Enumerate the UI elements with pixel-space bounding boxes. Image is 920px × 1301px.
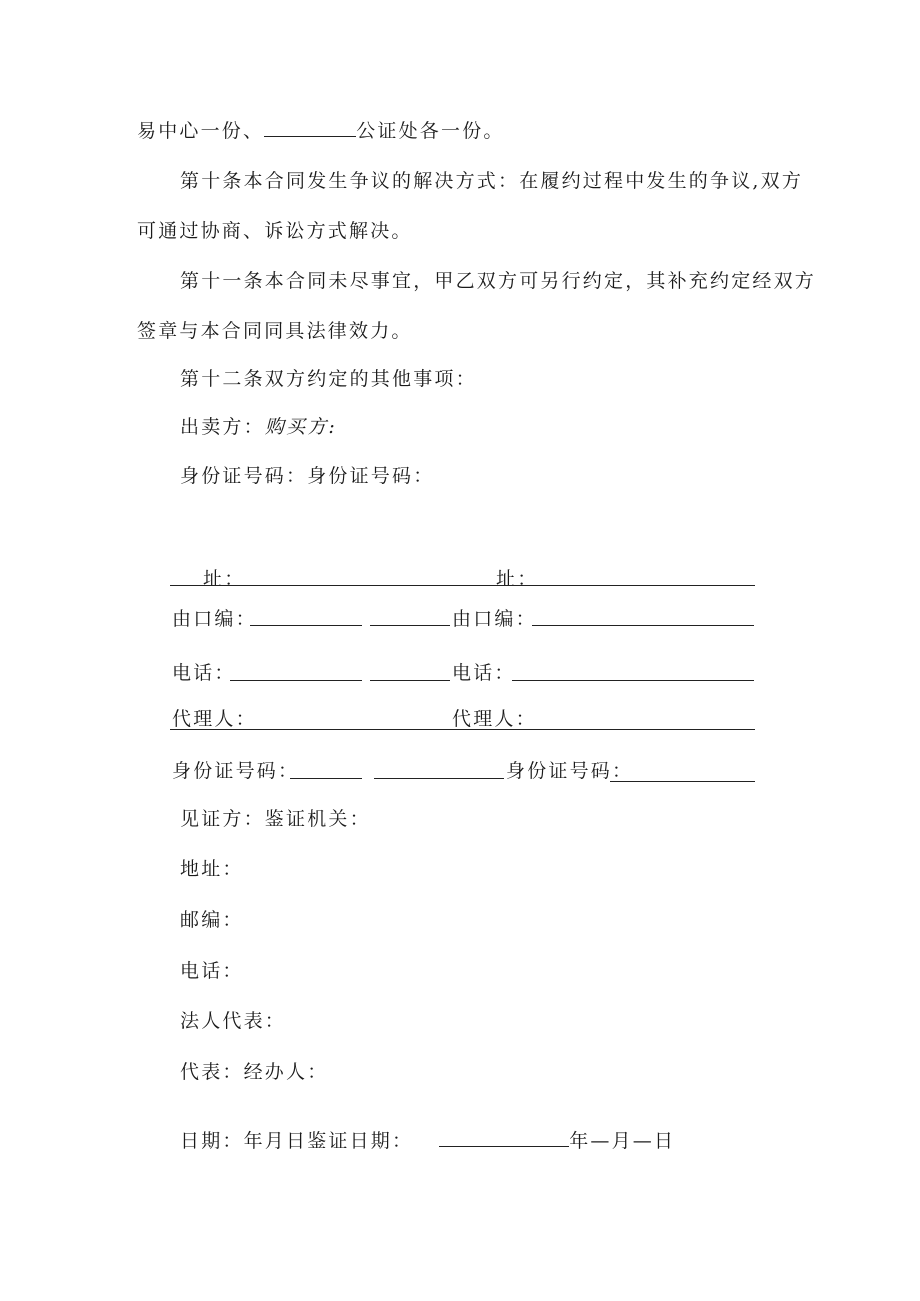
address-left-label: 址： — [203, 568, 246, 590]
parties-line — [180, 414, 337, 440]
date-line — [180, 1128, 675, 1154]
agent-id-mid-blank — [374, 778, 504, 779]
article-10-line-1: 第十条本合同发生争议的解决方式：在履约过程中发生的争议,双方 — [180, 170, 804, 192]
witness-address: 地址： — [180, 858, 244, 880]
article-10-line-2: 可通过协商、诉讼方式解决。 — [137, 220, 413, 242]
phone-left-label: 电话： — [172, 662, 236, 684]
postcode-left-blank — [250, 625, 362, 626]
phone-right-blank — [512, 680, 754, 681]
article-12: 第十二条双方约定的其他事项： — [180, 368, 477, 390]
address-right-label: 址： — [496, 568, 539, 590]
agent-id-left-blank — [290, 778, 362, 779]
witness-rep-handler: 代表：经办人： — [180, 1061, 329, 1083]
agent-id-left-label: 身份证号码： — [172, 760, 300, 782]
phone-left-blank — [230, 680, 362, 681]
postcode-right-label: 由口编： — [452, 608, 537, 630]
date-suffix: 年—月—日 — [569, 1130, 676, 1152]
seller-label: 出卖方： — [180, 416, 265, 438]
copies-blank — [264, 118, 356, 137]
agent-id-right-blank — [610, 781, 755, 782]
agent-right-label: 代理人： — [452, 708, 537, 730]
paragraph-copies — [137, 118, 505, 144]
agent-id-right-label: 身份证号码： — [506, 760, 634, 782]
article-11-line-1: 第十一条本合同未尽事宜，甲乙双方可另行约定，其补充约定经双方 — [180, 270, 817, 292]
article-11-line-2: 签章与本合同同具法律效力。 — [137, 320, 413, 342]
witness-phone: 电话： — [180, 960, 244, 982]
agent-left-label: 代理人： — [172, 708, 257, 730]
id-number-line: 身份证号码：身份证号码： — [180, 465, 435, 487]
agent-underline — [170, 729, 755, 730]
address-underline — [170, 585, 755, 586]
phone-right-label: 电话： — [452, 662, 516, 684]
postcode-right-blank — [532, 625, 754, 626]
witness-legal-rep: 法人代表： — [180, 1010, 287, 1032]
copies-text-2: 公证处各一份。 — [356, 120, 505, 142]
witness-line: 见证方：鉴证机关： — [180, 808, 371, 830]
buyer-label: 购买方: — [264, 416, 338, 438]
date-label: 日期：年月日鉴证日期： — [180, 1130, 414, 1152]
postcode-left-label: 由口编： — [172, 608, 257, 630]
copies-text-1: 易中心一份、 — [137, 120, 265, 142]
postcode-mid-blank — [370, 625, 450, 626]
phone-mid-blank — [370, 680, 450, 681]
date-blank — [439, 1128, 569, 1147]
witness-postcode: 邮编： — [180, 909, 244, 931]
